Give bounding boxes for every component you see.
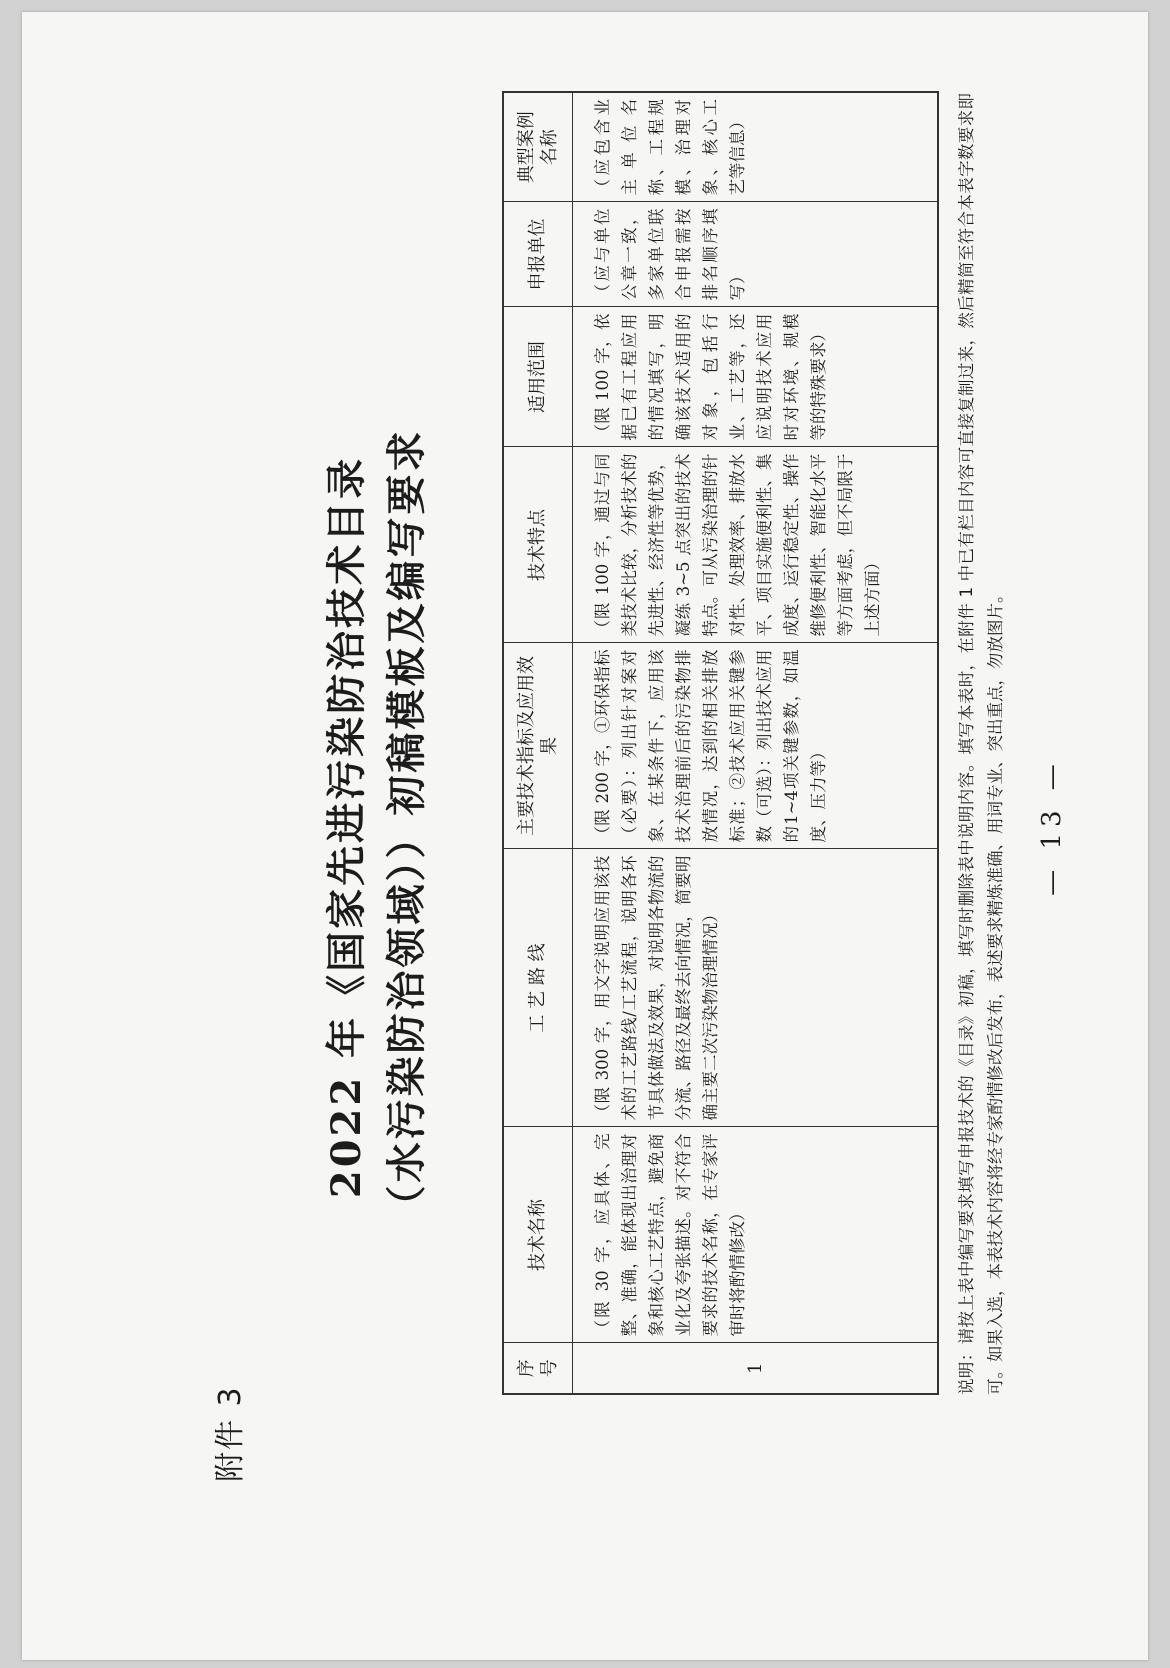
template-table (502, 91, 939, 1395)
table-header-row (503, 92, 573, 1394)
cell-process-route: （限 300 字，用文字说明应用该技术的工艺路线/工艺流程，说明各环节具体做法及效果，对说明各物流的分流、路径及最终去向情况，简要明确主要二次污染物治理情况） (573, 849, 939, 1127)
attachment-label: 附件 3 (213, 1385, 248, 1482)
cell-scope: （限 100 字，依据已有工程应用的情况填写，明确该技术适用的对象，包括行业、工艺等，还应说明技术应用时对环境、规模等的特殊要求） (573, 307, 939, 447)
document-page (22, 12, 1148, 1660)
cell-indicators: （限 200 字，①环保指标（必要）：列出针对案对象、在某条件下，应用该技术治理前后的污染物排放情况，达到的相关排放标准；②技术应用关键参数（可选）：列出技术应用的1~4项关键参数，如温度、压力等） (573, 643, 939, 849)
cell-tech-name: （限 30 字，应具体、完整、准确，能体现出治理对象和核心工艺特点，避免商业化及夸张描述。对不符合要求的技术名称，在专家评审时将酌情修改） (573, 1127, 939, 1343)
header-case-name: 典型案例名称 (503, 92, 573, 202)
rotated-page-content (37, 47, 1157, 1607)
header-applicant: 申报单位 (503, 202, 573, 307)
cell-features: （限 100 字，通过与同类技术比较，分析技术的先进性、经济性等优势，凝练 3~5 点突出的技术特点。可从污染治理的针对性、处理效率、排放水平、项目实施便利性、集成度、运行稳定性、操作维修便利性、智能化水平等方面考虑，但不局限于上述方面） (573, 447, 939, 643)
cell-serial: 1 (573, 1343, 939, 1394)
footnote: 说明：请按上表中编写要求填写申报技术的《目录》初稿，填写时删除表中说明内容。填写本表时，在附件 1 中已有栏目内容可直接复制过来，然后精简至符合本表字数要求即可。如果入选，本表技术内容将经专家酌情修改后发布，表述要求精炼准确、用词专业、突出重点，勿放图片。 (957, 93, 1005, 1395)
table-row (573, 92, 939, 1394)
page-title-line-2: （水污染防治领域））初稿模板及编写要求 (383, 428, 430, 1226)
header-serial: 序号 (503, 1343, 573, 1394)
page-title-line-1: 2022 年《国家先进污染防治技术目录 (323, 455, 370, 1199)
header-features: 技术特点 (503, 447, 573, 643)
header-scope: 适用范围 (503, 307, 573, 447)
header-indicators: 主要技术指标及应用效果 (503, 643, 573, 849)
cell-case-name: （应包含业主单位名称、工程规模、治理对象、核心工艺等信息） (573, 92, 939, 202)
page-number: — 13 — (1037, 758, 1067, 896)
header-tech-name: 技术名称 (503, 1127, 573, 1343)
cell-applicant: （应与单位公章一致，多家单位联合申报需按排名顺序填写） (573, 202, 939, 307)
header-process-route: 工 艺 路 线 (503, 849, 573, 1127)
